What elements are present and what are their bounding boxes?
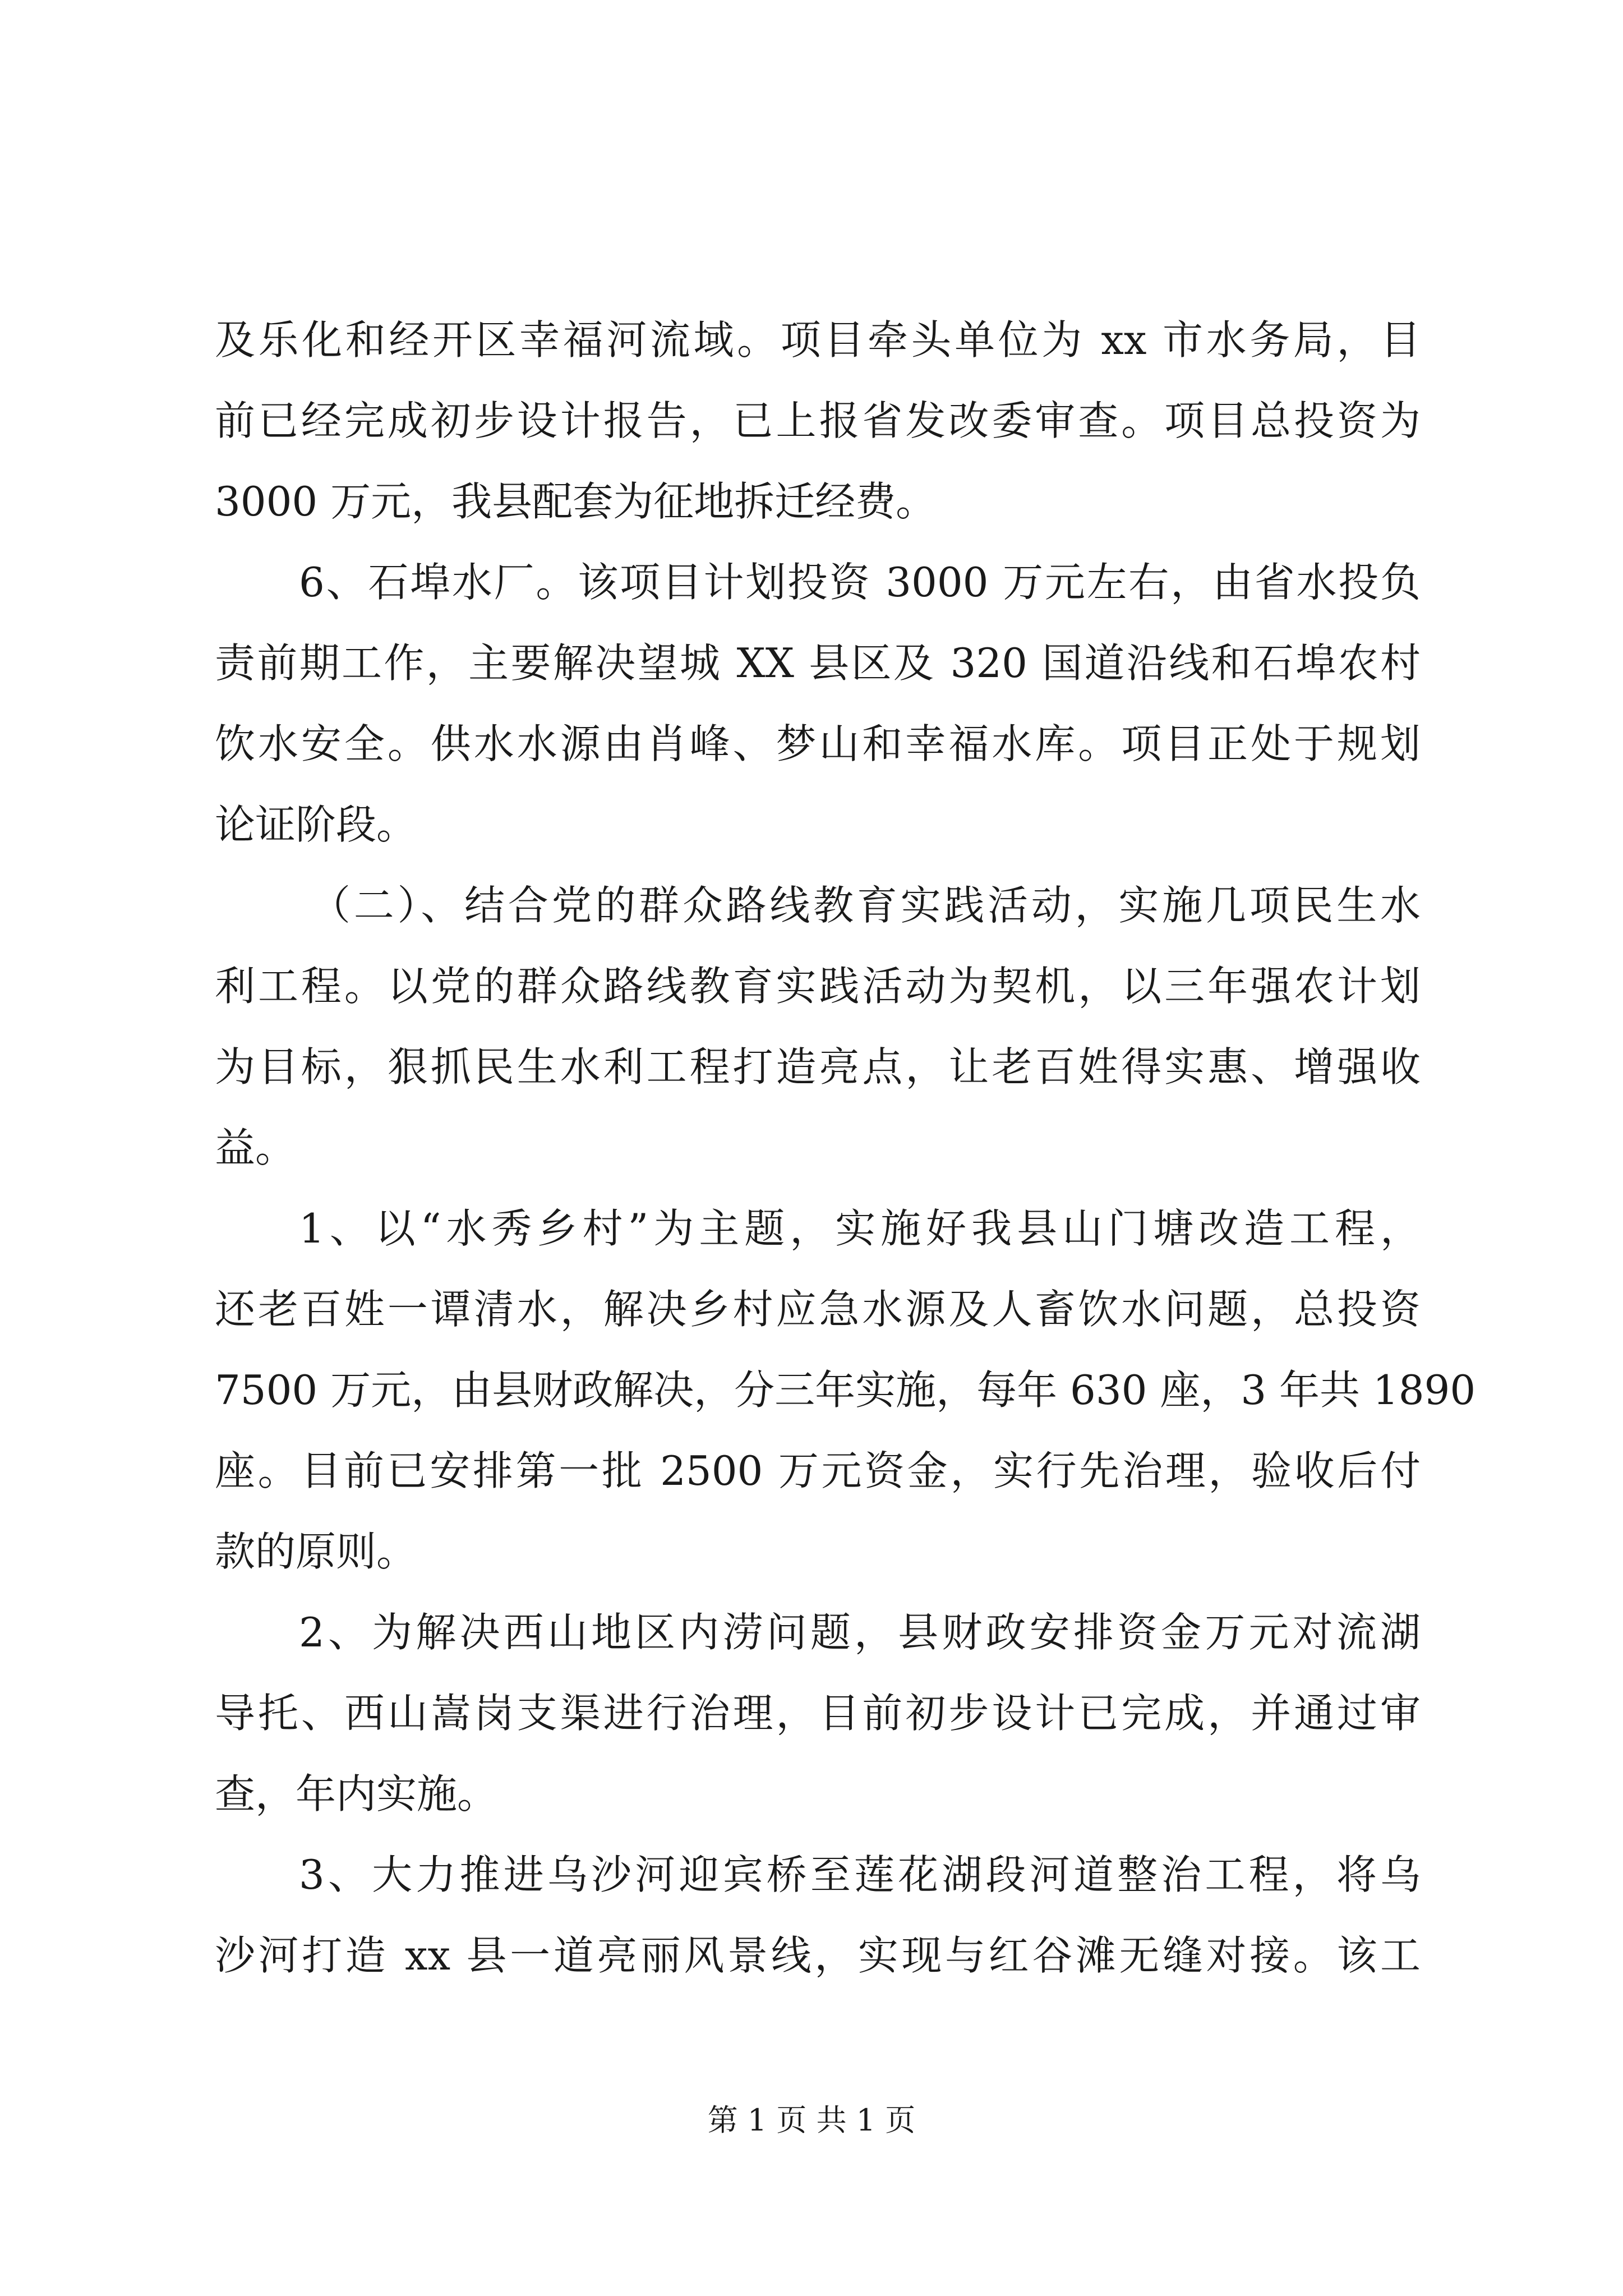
text-line: 沙河打造 xx 县一道亮丽风景线，实现与红谷滩无缝对接。该工 [215, 1932, 1421, 1979]
text-line: 查，年内实施。 [215, 1770, 498, 1818]
text-line: （二）、结合党的群众路线教育实践活动，实施几项民生水 [310, 882, 1421, 929]
text-line: 2、为解决西山地区内涝问题，县财政安排资金万元对流湖 [299, 1609, 1421, 1656]
text-line: 责前期工作，主要解决望城 XX 县区及 320 国道沿线和石埠农村 [215, 639, 1421, 687]
text-line: 座。目前已安排第一批 2500 万元资金，实行先治理，验收后付 [215, 1447, 1421, 1494]
text-line: 导托、西山嵩岗支渠进行治理，目前初步设计已完成，并通过审 [215, 1690, 1421, 1737]
page-footer: 第 1 页 共 1 页 [707, 2102, 916, 2138]
text-line: 为目标，狠抓民生水利工程打造亮点，让老百姓得实惠、增强收 [215, 1043, 1421, 1091]
text-line: 款的原则。 [215, 1528, 417, 1575]
text-line: 利工程。以党的群众路线教育实践活动为契机，以三年强农计划 [215, 963, 1421, 1010]
text-line: 6、石埠水厂。该项目计划投资 3000 万元左右，由省水投负 [299, 559, 1421, 606]
text-line: 3000 万元，我县配套为征地拆迁经费。 [215, 478, 937, 525]
text-line: 7500 万元，由县财政解决，分三年实施，每年 630 座，3 年共 1890 [215, 1366, 1476, 1414]
text-line: 3、大力推进乌沙河迎宾桥至莲花湖段河道整治工程，将乌 [299, 1851, 1421, 1898]
text-line: 还老百姓一谭清水，解决乡村应急水源及人畜饮水问题，总投资 [215, 1286, 1421, 1333]
text-line: 1、以“水秀乡村”为主题，实施好我县山门塘改造工程， [299, 1205, 1421, 1252]
text-line: 论证阶段。 [215, 801, 417, 848]
text-line: 饮水安全。供水水源由肖峰、梦山和幸福水库。项目正处于规划 [215, 720, 1421, 767]
text-line: 前已经完成初步设计报告，已上报省发改委审查。项目总投资为 [215, 397, 1421, 444]
text-line: 及乐化和经开区幸福河流域。项目牵头单位为 xx 市水务局，目 [215, 316, 1421, 364]
text-line: 益。 [215, 1124, 296, 1171]
